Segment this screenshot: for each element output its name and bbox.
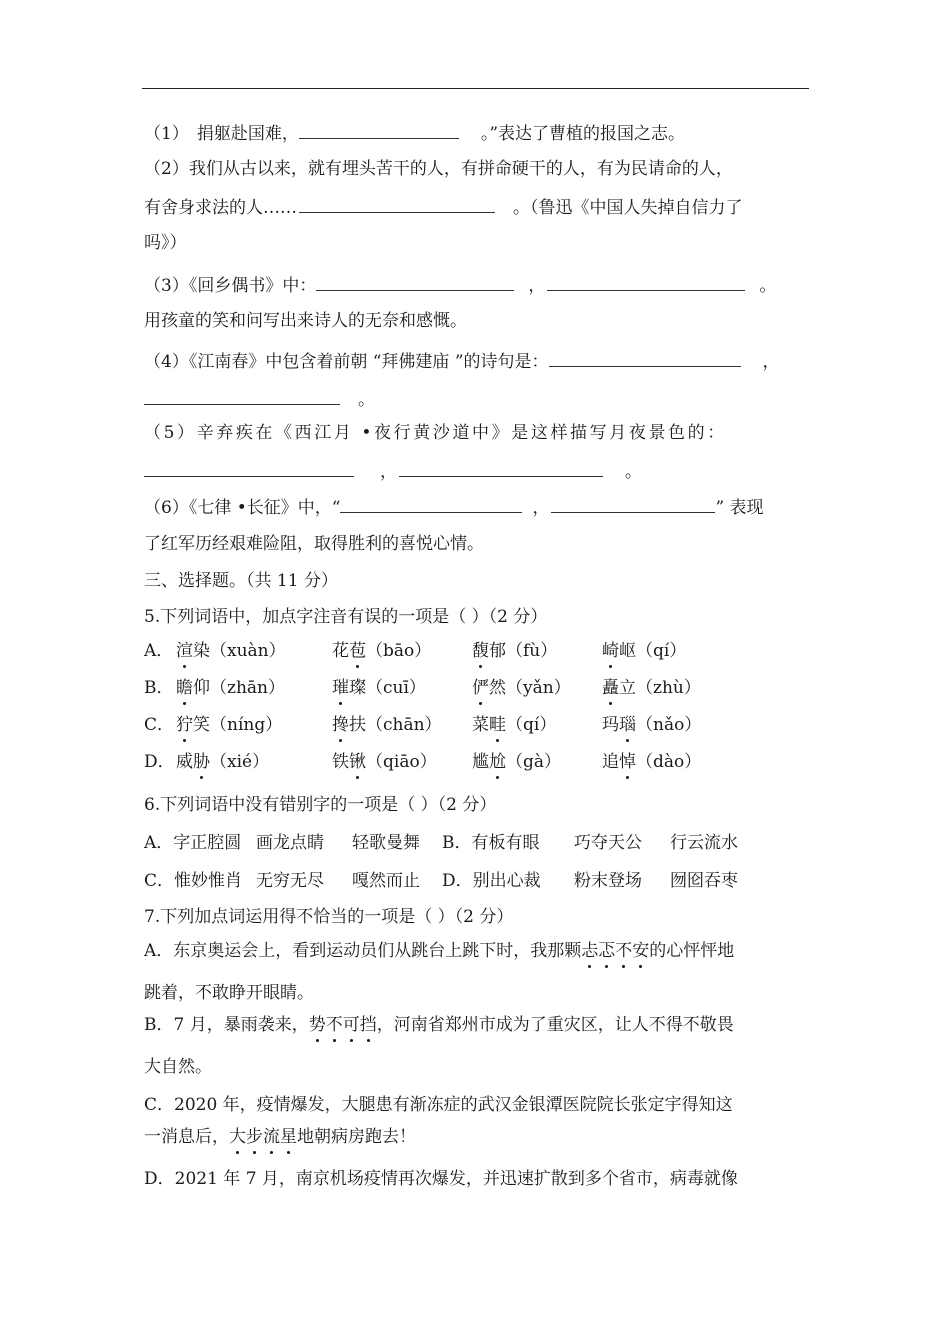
q4-line1 [144, 350, 808, 373]
q2-line2 [144, 196, 808, 219]
q6-text-a: （6）《七律 •长征》中，“ [144, 498, 341, 518]
mc6-opt-c-1[interactable]: C．惟妙惟肖 [144, 871, 243, 891]
q1-text-b: 。”表达了曹植的报国之志。 [480, 124, 686, 144]
mc7-option-a-line2: 跳着，不敢睁开眼睛。 [144, 983, 314, 1003]
mc5-word-rest: 岖（qí） [619, 641, 687, 661]
mc5-word-char: 尴 [472, 752, 489, 772]
mc5-word [176, 640, 332, 662]
mc5-dotted-char: 璀 [332, 678, 349, 698]
mc7-c-post: 地朝病房跑去！ [297, 1127, 416, 1147]
mc7-stem: 7.下列加点词运用得不恰当的一项是（ ）（2 分） [144, 907, 514, 927]
q3-end: 。 [759, 276, 777, 296]
mc7-c-dot-char-0: 大 [229, 1127, 246, 1147]
q6-line1 [144, 496, 808, 519]
mc5-option-label: D． [144, 752, 175, 772]
q5-blank-1[interactable] [144, 460, 354, 477]
mc5-option-a[interactable] [144, 640, 808, 662]
mc6-stem: 6.下列词语中没有错别字的一项是（ ）（2 分） [144, 795, 497, 815]
q4-text-a: （4）《江南春》中包含着前朝 “拜佛建庙 ”的诗句是： [144, 352, 549, 372]
mc5-word-rest: （gà） [506, 752, 562, 772]
mc6-opt-a-3: 轻歌曼舞 [352, 833, 420, 853]
mc5-dotted-char: 狞 [176, 715, 193, 735]
q2-line3: 吗》） [144, 233, 187, 253]
mc7-a-dotted-word [581, 941, 649, 961]
mc5-dotted-char: 渲 [176, 641, 193, 661]
q3-sep: ， [528, 276, 546, 296]
q2-text-a: 有舍身求法的人…… [144, 198, 297, 218]
q3-blank-2[interactable] [547, 274, 745, 291]
q6-blank-1[interactable] [340, 496, 522, 513]
mc5-word [332, 714, 472, 736]
mc7-c-dot-char-1: 步 [246, 1127, 263, 1147]
mc5-dotted-char: 俨 [472, 678, 489, 698]
mc7-b-dot-char-3: 挡 [359, 1015, 377, 1035]
mc5-word-rest: 璨（cuī） [349, 678, 426, 698]
mc7-option-d-line1[interactable]: D．2021 年 7 月，南京机场疫情再次爆发，并迅速扩散到多个省市，病毒就像 [144, 1169, 738, 1189]
q2-line1: （2）我们从古以来，就有埋头苦干的人，有拼命硬干的人，有为民请命的人， [144, 159, 733, 179]
mc7-c-pre: 一消息后， [144, 1127, 229, 1147]
mc7-a-dot-char-3: 安 [632, 941, 650, 961]
mc5-word-char: 威 [176, 752, 193, 772]
mc5-word-rest: 立（zhù） [619, 678, 701, 698]
mc5-option-c[interactable] [144, 714, 808, 736]
mc6-opt-c-2: 无穷无尽 [256, 871, 324, 891]
mc5-option-label: B． [144, 678, 174, 698]
q3-blank-1[interactable] [316, 274, 514, 291]
q1-line [144, 122, 808, 145]
mc5-dotted-char: 瞻 [176, 678, 193, 698]
mc7-b-post: ，河南省郑州市成为了重灾区，让人不得不敬畏 [376, 1015, 734, 1035]
q3-line1 [144, 274, 808, 297]
q5-sep: ， [380, 462, 397, 482]
mc5-dotted-char: 瑙 [619, 715, 636, 735]
mc5-dotted-char: 胁 [193, 752, 210, 772]
section-3-heading: 三、选择题。（共 11 分） [144, 571, 338, 591]
mc6-row1 [144, 832, 808, 854]
mc7-b-dotted-word [309, 1015, 377, 1035]
mc6-opt-b-3: 行云流水 [670, 833, 738, 853]
mc5-word-rest: （qiāo） [366, 752, 437, 772]
mc5-word [332, 677, 472, 699]
mc5-option-label: C． [144, 715, 175, 735]
mc5-word [602, 677, 701, 699]
q4-blank-2[interactable] [144, 388, 340, 405]
mc6-opt-b-1[interactable]: B．有板有眼 [442, 833, 540, 853]
mc5-word [176, 714, 332, 736]
mc5-word-rest: 郁（fù） [489, 641, 558, 661]
mc5-dotted-char: 尬 [489, 752, 506, 772]
mc5-word-char: 追 [602, 752, 619, 772]
q4-sep: ， [762, 352, 780, 372]
mc5-word-rest: （dào） [636, 752, 702, 772]
mc5-word-char: 玛 [602, 715, 619, 735]
mc5-word [176, 677, 332, 699]
q3-text-a: （3）《回乡偶书》中： [144, 276, 317, 296]
mc6-opt-d-1[interactable]: D．别出心裁 [442, 871, 541, 891]
q1-blank[interactable] [299, 122, 459, 139]
mc5-word [176, 751, 332, 773]
q6-blank-2[interactable] [551, 496, 715, 513]
mc5-option-d[interactable] [144, 751, 808, 773]
q6-text-b: ” 表现 [715, 498, 764, 518]
mc5-word [602, 751, 701, 773]
mc5-dotted-char: 崎 [602, 641, 619, 661]
mc5-word-char: 铁 [332, 752, 349, 772]
q5-line1: （5）辛弃疾在《西江月 •夜行黄沙道中》是这样描写月夜景色的： [144, 423, 727, 443]
mc6-opt-c-3: 嘎然而止 [352, 871, 420, 891]
mc7-a-dot-char-1: 忑 [598, 941, 616, 961]
q5-line2 [144, 460, 808, 483]
q4-blank-1[interactable] [549, 350, 741, 367]
q4-end: 。 [358, 390, 375, 410]
header-rule [142, 88, 809, 89]
q3-line2: 用孩童的笑和问写出来诗人的无奈和感慨。 [144, 311, 467, 331]
mc6-opt-d-3: 囫囵吞枣 [670, 871, 738, 891]
mc5-word-rest: 笑（níng） [193, 715, 283, 735]
mc5-dotted-char: 畦 [489, 715, 506, 735]
mc7-c-dot-char-3: 星 [280, 1127, 297, 1147]
mc7-a-dot-char-0: 忐 [581, 941, 599, 961]
q2-text-b: 。（鲁迅《中国人失掉自信力了 [513, 198, 743, 218]
q5-blank-2[interactable] [399, 460, 603, 477]
mc7-option-c-line1[interactable]: C．2020 年，疫情爆发，大腿患有渐冻症的武汉金银潭医院院长张定宇得知这 [144, 1095, 733, 1115]
mc6-opt-a-2: 画龙点睛 [256, 833, 324, 853]
mc5-word [602, 640, 686, 662]
mc5-word [602, 714, 701, 736]
mc5-dotted-char: 矗 [602, 678, 619, 698]
mc7-option-c-line2 [144, 1126, 808, 1148]
mc5-word-char: 花 [332, 641, 349, 661]
mc5-option-label: A． [144, 641, 174, 661]
q5-end: 。 [625, 462, 642, 482]
mc7-option-a-line1[interactable] [144, 940, 808, 962]
mc7-b-dot-char-0: 势 [308, 1015, 326, 1035]
mc5-option-b[interactable] [144, 677, 808, 699]
mc6-opt-a-1[interactable]: A．字正腔圆 [144, 833, 242, 853]
mc5-dotted-char: 锹 [349, 752, 366, 772]
mc5-word [472, 751, 602, 773]
mc5-word-rest: 仰（zhān） [193, 678, 285, 698]
mc5-word [472, 677, 602, 699]
mc5-word [472, 714, 602, 736]
q6-sep: ， [532, 498, 550, 518]
mc5-stem: 5.下列词语中，加点字注音有误的一项是（ ）（2 分） [144, 607, 548, 627]
mc7-a-post: 的心怦怦地 [649, 941, 735, 961]
mc5-dotted-char: 馥 [472, 641, 489, 661]
mc7-option-b-line1[interactable] [144, 1014, 808, 1036]
mc5-word-rest: （nǎo） [636, 715, 702, 735]
mc7-c-dot-char-2: 流 [263, 1127, 280, 1147]
mc5-word [332, 640, 472, 662]
mc5-word [472, 640, 602, 662]
q2-blank[interactable] [299, 196, 495, 213]
q1-number: （1） [144, 124, 189, 144]
mc5-word-rest: 然（yǎn） [489, 678, 571, 698]
q4-line2 [144, 388, 808, 411]
mc5-word-char: 菜 [472, 715, 489, 735]
mc7-b-dot-char-1: 不 [325, 1015, 343, 1035]
mc7-b-dot-char-2: 可 [342, 1015, 360, 1035]
mc5-word-rest: （bāo） [366, 641, 432, 661]
mc7-option-b-line2: 大自然。 [144, 1057, 212, 1077]
mc5-dotted-char: 苞 [349, 641, 366, 661]
mc7-a-pre: A．东京奥运会上，看到运动员们从跳台上跳下时，我那颗 [144, 941, 582, 961]
mc5-word [332, 751, 472, 773]
mc5-word-rest: （xié） [210, 752, 270, 772]
mc5-dotted-char: 悼 [619, 752, 636, 772]
mc6-opt-d-2: 粉末登场 [574, 871, 642, 891]
mc5-word-rest: 染（xuàn） [193, 641, 286, 661]
q1-text-a: 捐躯赴国难， [196, 124, 299, 144]
mc5-word-rest: （qí） [506, 715, 557, 735]
mc7-a-dot-char-2: 不 [615, 941, 633, 961]
mc7-b-pre: B．7 月，暴雨袭来， [144, 1015, 309, 1035]
mc7-c-dotted-word [229, 1127, 297, 1147]
mc5-word-rest: 扶（chān） [349, 715, 442, 735]
mc6-row2 [144, 870, 808, 892]
mc5-dotted-char: 搀 [332, 715, 349, 735]
mc6-opt-b-2: 巧夺天公 [574, 833, 642, 853]
q6-line2: 了红军历经艰难险阻，取得胜利的喜悦心情。 [144, 534, 484, 554]
